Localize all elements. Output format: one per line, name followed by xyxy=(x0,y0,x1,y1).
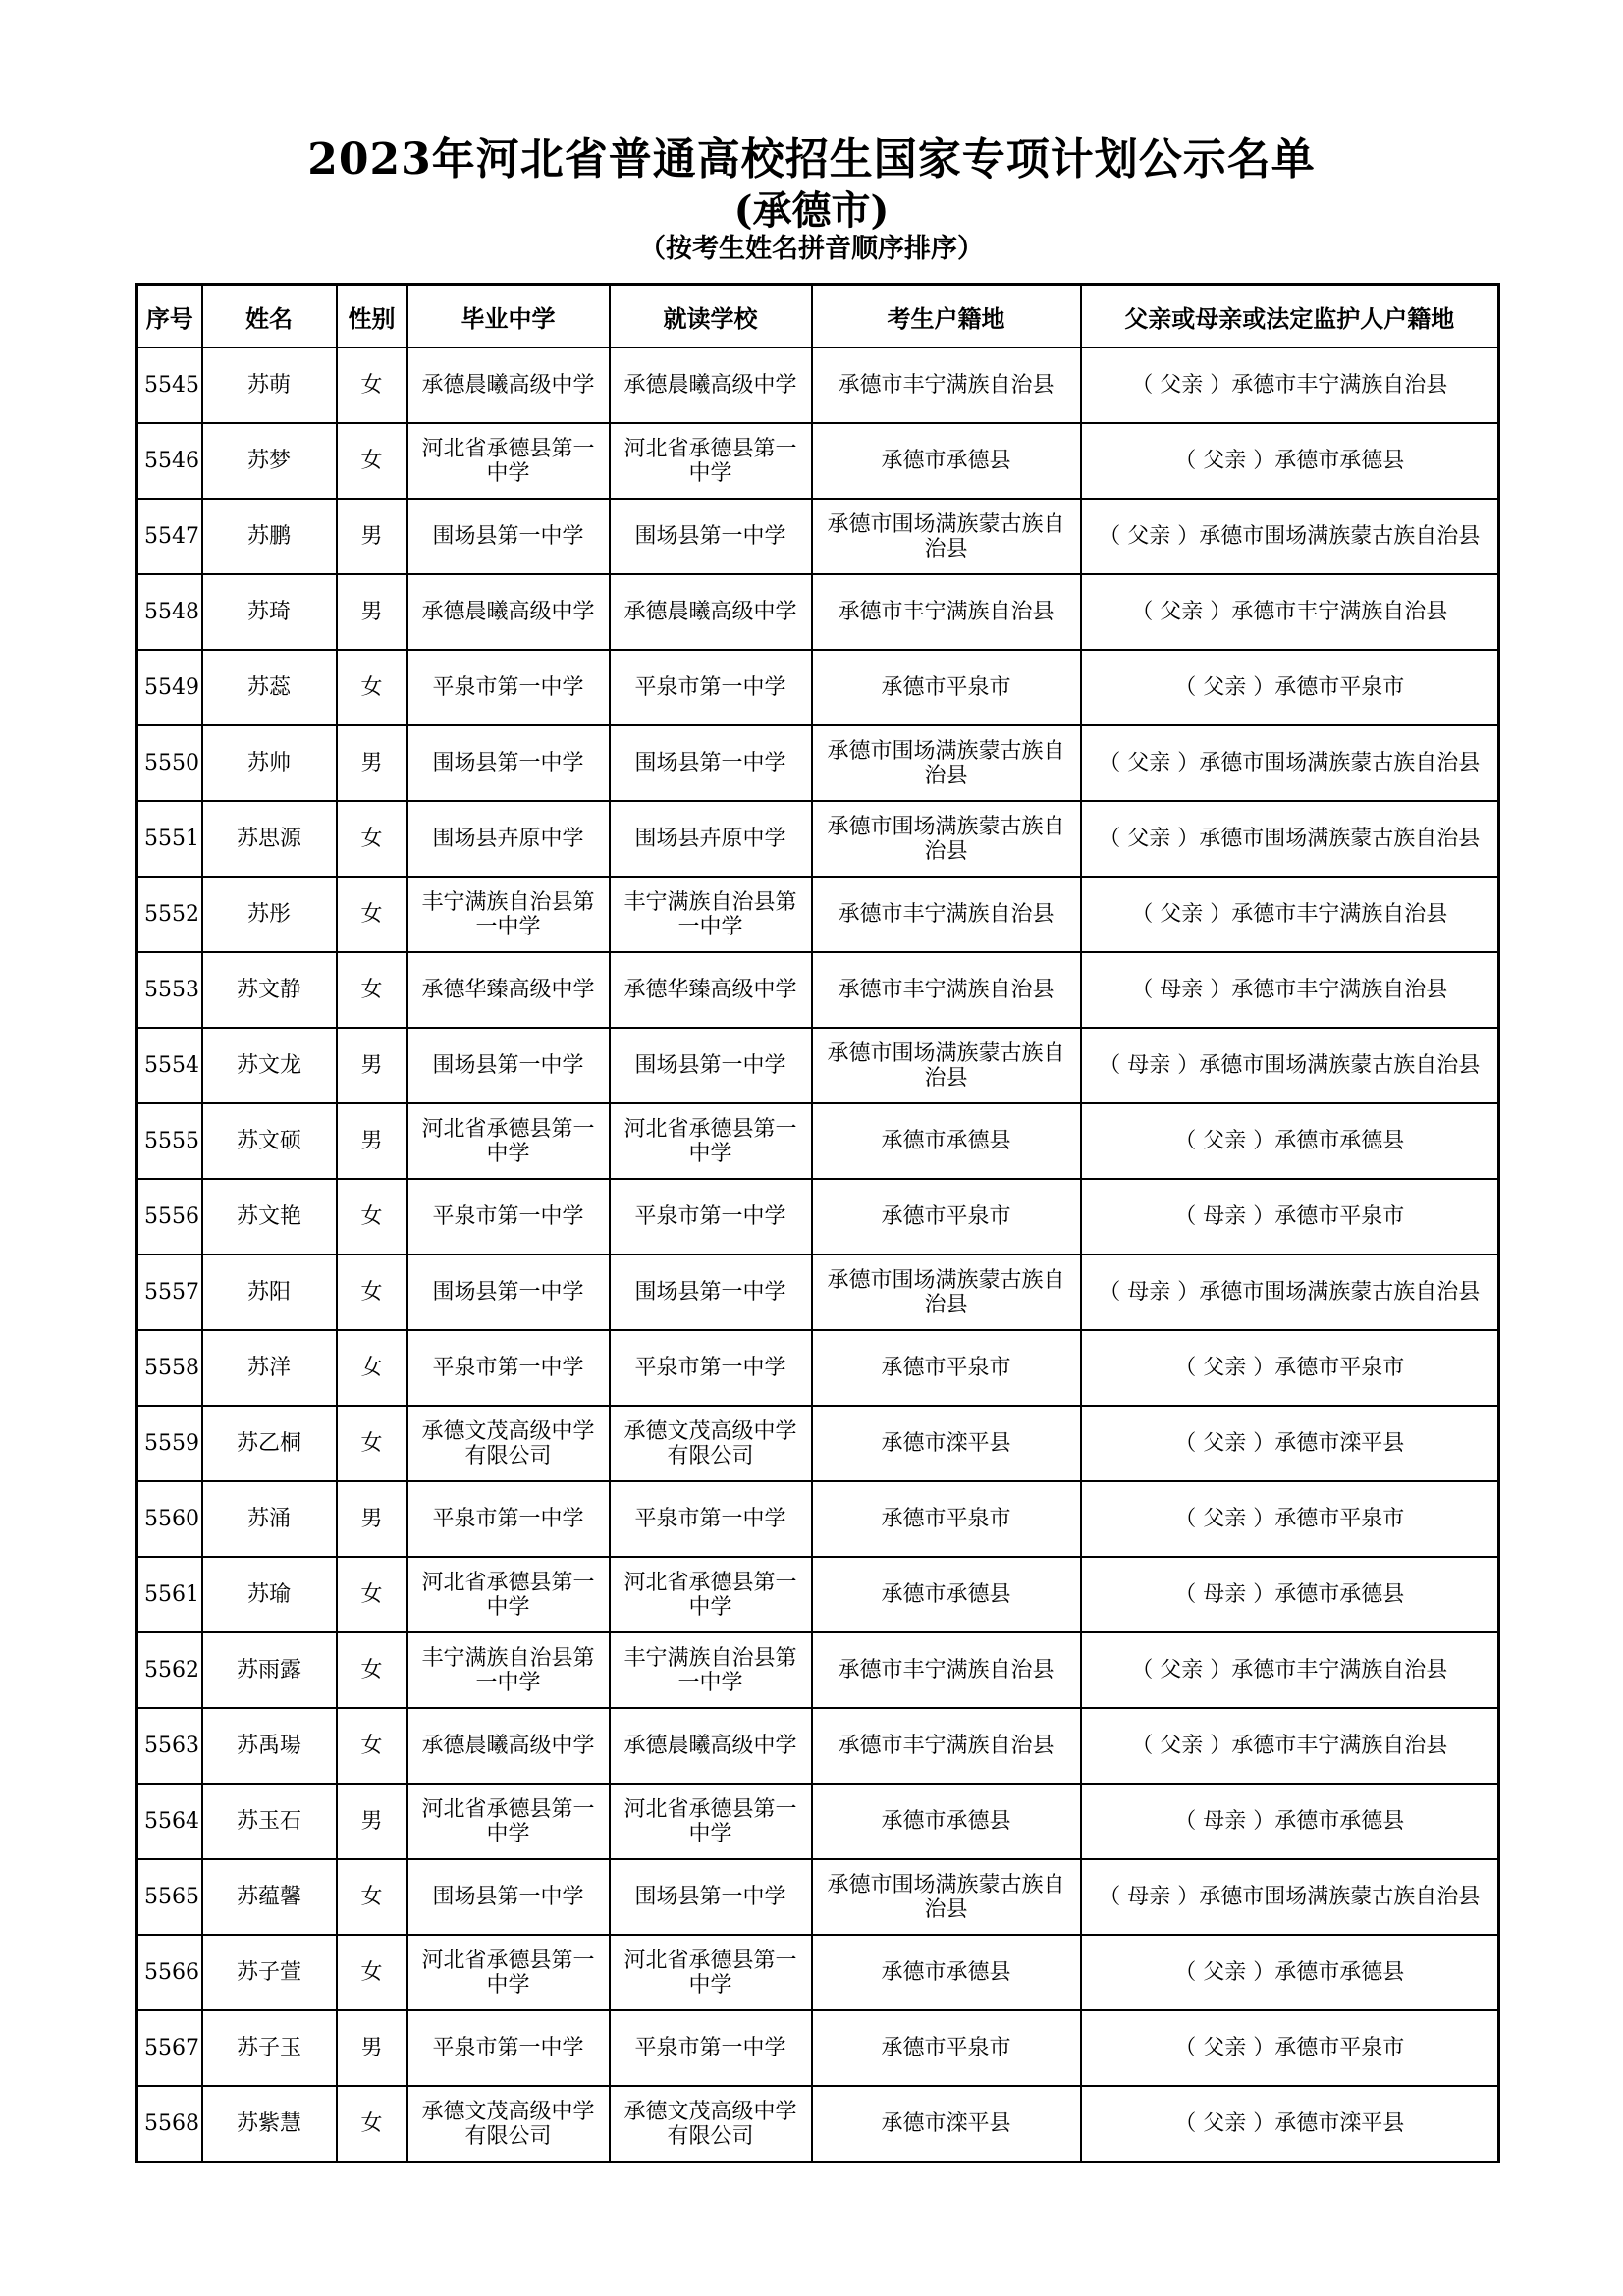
cell-student-residence: 承德市平泉市 xyxy=(812,1481,1081,1557)
table-row xyxy=(137,877,1499,952)
header-current-school: 就读学校 xyxy=(610,285,812,348)
cell-graduation-school: 平泉市第一中学 xyxy=(407,1179,610,1255)
cell-graduation-school: 河北省承德县第一中学 xyxy=(407,1557,610,1632)
cell-serial: 5549 xyxy=(137,650,202,725)
cell-guardian-residence: （ 父亲 ）承德市围场满族蒙古族自治县 xyxy=(1081,499,1499,574)
cell-guardian-residence: （ 父亲 ）承德市平泉市 xyxy=(1081,2010,1499,2086)
cell-gender: 女 xyxy=(337,877,407,952)
cell-current-school: 平泉市第一中学 xyxy=(610,1330,812,1406)
table-row xyxy=(137,2010,1499,2086)
cell-graduation-school: 围场县第一中学 xyxy=(407,1859,610,1935)
cell-name: 苏涌 xyxy=(202,1481,337,1557)
cell-guardian-residence: （ 父亲 ）承德市围场满族蒙古族自治县 xyxy=(1081,725,1499,801)
table-row xyxy=(137,1330,1499,1406)
table-row xyxy=(137,1103,1499,1179)
cell-graduation-school: 丰宁满族自治县第一中学 xyxy=(407,1632,610,1708)
cell-guardian-residence: （ 母亲 ）承德市围场满族蒙古族自治县 xyxy=(1081,1028,1499,1103)
cell-student-residence: 承德市围场满族蒙古族自治县 xyxy=(812,801,1081,877)
cell-guardian-residence: （ 母亲 ）承德市平泉市 xyxy=(1081,1179,1499,1255)
cell-name: 苏文硕 xyxy=(202,1103,337,1179)
cell-serial: 5546 xyxy=(137,423,202,499)
header-gender: 性别 xyxy=(337,285,407,348)
cell-graduation-school: 围场县第一中学 xyxy=(407,499,610,574)
cell-gender: 男 xyxy=(337,1481,407,1557)
cell-student-residence: 承德市围场满族蒙古族自治县 xyxy=(812,499,1081,574)
cell-serial: 5560 xyxy=(137,1481,202,1557)
cell-student-residence: 承德市滦平县 xyxy=(812,1406,1081,1481)
cell-graduation-school: 河北省承德县第一中学 xyxy=(407,1935,610,2010)
cell-gender: 男 xyxy=(337,725,407,801)
cell-name: 苏瑜 xyxy=(202,1557,337,1632)
cell-current-school: 丰宁满族自治县第一中学 xyxy=(610,877,812,952)
cell-name: 苏鹏 xyxy=(202,499,337,574)
cell-name: 苏洋 xyxy=(202,1330,337,1406)
cell-gender: 女 xyxy=(337,801,407,877)
cell-serial: 5564 xyxy=(137,1784,202,1859)
cell-serial: 5565 xyxy=(137,1859,202,1935)
cell-gender: 女 xyxy=(337,1557,407,1632)
cell-gender: 男 xyxy=(337,1103,407,1179)
cell-current-school: 河北省承德县第一中学 xyxy=(610,1557,812,1632)
cell-student-residence: 承德市承德县 xyxy=(812,1935,1081,2010)
cell-serial: 5563 xyxy=(137,1708,202,1784)
cell-current-school: 围场县第一中学 xyxy=(610,725,812,801)
cell-student-residence: 承德市承德县 xyxy=(812,423,1081,499)
cell-guardian-residence: （ 母亲 ）承德市承德县 xyxy=(1081,1784,1499,1859)
cell-name: 苏文静 xyxy=(202,952,337,1028)
cell-name: 苏帅 xyxy=(202,725,337,801)
table-row xyxy=(137,725,1499,801)
cell-guardian-residence: （ 父亲 ）承德市承德县 xyxy=(1081,1935,1499,2010)
table-row xyxy=(137,423,1499,499)
cell-graduation-school: 河北省承德县第一中学 xyxy=(407,423,610,499)
cell-graduation-school: 围场县第一中学 xyxy=(407,1028,610,1103)
table-row xyxy=(137,1255,1499,1330)
cell-graduation-school: 承德文茂高级中学有限公司 xyxy=(407,2086,610,2163)
document-subtitle: (承德市) xyxy=(733,187,890,234)
table-row xyxy=(137,1859,1499,1935)
cell-serial: 5550 xyxy=(137,725,202,801)
cell-gender: 女 xyxy=(337,1708,407,1784)
cell-current-school: 围场县第一中学 xyxy=(610,1028,812,1103)
cell-student-residence: 承德市围场满族蒙古族自治县 xyxy=(812,1028,1081,1103)
cell-graduation-school: 围场县第一中学 xyxy=(407,1255,610,1330)
cell-name: 苏禹瑒 xyxy=(202,1708,337,1784)
cell-guardian-residence: （ 母亲 ）承德市围场满族蒙古族自治县 xyxy=(1081,1859,1499,1935)
cell-current-school: 围场县第一中学 xyxy=(610,499,812,574)
cell-gender: 女 xyxy=(337,1859,407,1935)
header-name: 姓名 xyxy=(202,285,337,348)
cell-student-residence: 承德市承德县 xyxy=(812,1784,1081,1859)
cell-graduation-school: 河北省承德县第一中学 xyxy=(407,1784,610,1859)
table-row xyxy=(137,801,1499,877)
cell-gender: 女 xyxy=(337,1632,407,1708)
cell-current-school: 承德晨曦高级中学 xyxy=(610,347,812,423)
table-row xyxy=(137,1935,1499,2010)
cell-serial: 5553 xyxy=(137,952,202,1028)
cell-serial: 5556 xyxy=(137,1179,202,1255)
cell-guardian-residence: （ 父亲 ）承德市承德县 xyxy=(1081,423,1499,499)
cell-student-residence: 承德市围场满族蒙古族自治县 xyxy=(812,1255,1081,1330)
header-student-residence: 考生户籍地 xyxy=(812,285,1081,348)
cell-graduation-school: 承德晨曦高级中学 xyxy=(407,1708,610,1784)
cell-name: 苏玉石 xyxy=(202,1784,337,1859)
cell-student-residence: 承德市承德县 xyxy=(812,1103,1081,1179)
table-row xyxy=(137,1028,1499,1103)
cell-guardian-residence: （ 父亲 ）承德市丰宁满族自治县 xyxy=(1081,877,1499,952)
cell-guardian-residence: （ 父亲 ）承德市丰宁满族自治县 xyxy=(1081,1708,1499,1784)
cell-student-residence: 承德市丰宁满族自治县 xyxy=(812,877,1081,952)
cell-name: 苏紫慧 xyxy=(202,2086,337,2163)
cell-gender: 女 xyxy=(337,1935,407,2010)
cell-student-residence: 承德市丰宁满族自治县 xyxy=(812,347,1081,423)
cell-name: 苏阳 xyxy=(202,1255,337,1330)
cell-current-school: 河北省承德县第一中学 xyxy=(610,1103,812,1179)
cell-guardian-residence: （ 父亲 ）承德市平泉市 xyxy=(1081,1330,1499,1406)
cell-graduation-school: 承德晨曦高级中学 xyxy=(407,347,610,423)
cell-graduation-school: 丰宁满族自治县第一中学 xyxy=(407,877,610,952)
cell-graduation-school: 围场县卉原中学 xyxy=(407,801,610,877)
cell-gender: 女 xyxy=(337,423,407,499)
cell-graduation-school: 平泉市第一中学 xyxy=(407,2010,610,2086)
cell-current-school: 承德文茂高级中学有限公司 xyxy=(610,2086,812,2163)
cell-name: 苏文艳 xyxy=(202,1179,337,1255)
table-row xyxy=(137,1632,1499,1708)
cell-guardian-residence: （ 父亲 ）承德市丰宁满族自治县 xyxy=(1081,1632,1499,1708)
table-row xyxy=(137,1708,1499,1784)
cell-student-residence: 承德市平泉市 xyxy=(812,2010,1081,2086)
cell-gender: 女 xyxy=(337,952,407,1028)
cell-current-school: 围场县第一中学 xyxy=(610,1255,812,1330)
cell-guardian-residence: （ 父亲 ）承德市承德县 xyxy=(1081,1103,1499,1179)
cell-current-school: 平泉市第一中学 xyxy=(610,650,812,725)
cell-serial: 5562 xyxy=(137,1632,202,1708)
cell-name: 苏萌 xyxy=(202,347,337,423)
cell-name: 苏子玉 xyxy=(202,2010,337,2086)
cell-guardian-residence: （ 父亲 ）承德市围场满族蒙古族自治县 xyxy=(1081,801,1499,877)
cell-current-school: 围场县第一中学 xyxy=(610,1859,812,1935)
table-row xyxy=(137,347,1499,423)
cell-current-school: 承德晨曦高级中学 xyxy=(610,574,812,650)
cell-gender: 男 xyxy=(337,1784,407,1859)
cell-gender: 男 xyxy=(337,2010,407,2086)
cell-graduation-school: 围场县第一中学 xyxy=(407,725,610,801)
cell-name: 苏思源 xyxy=(202,801,337,877)
document-title: 2023年河北省普通高校招生国家专项计划公示名单 xyxy=(307,134,1316,185)
cell-serial: 5552 xyxy=(137,877,202,952)
cell-name: 苏琦 xyxy=(202,574,337,650)
cell-student-residence: 承德市平泉市 xyxy=(812,1330,1081,1406)
cell-guardian-residence: （ 父亲 ）承德市滦平县 xyxy=(1081,1406,1499,1481)
cell-current-school: 围场县卉原中学 xyxy=(610,801,812,877)
cell-name: 苏子萱 xyxy=(202,1935,337,2010)
cell-graduation-school: 承德晨曦高级中学 xyxy=(407,574,610,650)
table-row xyxy=(137,499,1499,574)
header-guardian-residence: 父亲或母亲或法定监护人户籍地 xyxy=(1081,285,1499,348)
cell-gender: 男 xyxy=(337,574,407,650)
cell-gender: 女 xyxy=(337,2086,407,2163)
cell-student-residence: 承德市平泉市 xyxy=(812,1179,1081,1255)
header-serial: 序号 xyxy=(137,285,202,348)
cell-current-school: 承德文茂高级中学有限公司 xyxy=(610,1406,812,1481)
cell-serial: 5566 xyxy=(137,1935,202,2010)
cell-serial: 5561 xyxy=(137,1557,202,1632)
cell-name: 苏蕊 xyxy=(202,650,337,725)
cell-serial: 5551 xyxy=(137,801,202,877)
cell-gender: 男 xyxy=(337,1028,407,1103)
cell-graduation-school: 平泉市第一中学 xyxy=(407,1481,610,1557)
cell-guardian-residence: （ 母亲 ）承德市丰宁满族自治县 xyxy=(1081,952,1499,1028)
cell-gender: 男 xyxy=(337,499,407,574)
cell-student-residence: 承德市承德县 xyxy=(812,1557,1081,1632)
cell-current-school: 丰宁满族自治县第一中学 xyxy=(610,1632,812,1708)
cell-serial: 5545 xyxy=(137,347,202,423)
cell-current-school: 承德晨曦高级中学 xyxy=(610,1708,812,1784)
cell-gender: 女 xyxy=(337,1179,407,1255)
cell-graduation-school: 承德文茂高级中学有限公司 xyxy=(407,1406,610,1481)
cell-gender: 女 xyxy=(337,1406,407,1481)
cell-current-school: 平泉市第一中学 xyxy=(610,2010,812,2086)
cell-name: 苏雨露 xyxy=(202,1632,337,1708)
cell-serial: 5567 xyxy=(137,2010,202,2086)
cell-current-school: 河北省承德县第一中学 xyxy=(610,1784,812,1859)
cell-serial: 5558 xyxy=(137,1330,202,1406)
table-row xyxy=(137,1481,1499,1557)
cell-student-residence: 承德市丰宁满族自治县 xyxy=(812,574,1081,650)
cell-guardian-residence: （ 父亲 ）承德市平泉市 xyxy=(1081,650,1499,725)
cell-serial: 5557 xyxy=(137,1255,202,1330)
cell-graduation-school: 河北省承德县第一中学 xyxy=(407,1103,610,1179)
cell-graduation-school: 承德华臻高级中学 xyxy=(407,952,610,1028)
cell-student-residence: 承德市围场满族蒙古族自治县 xyxy=(812,725,1081,801)
cell-guardian-residence: （ 母亲 ）承德市围场满族蒙古族自治县 xyxy=(1081,1255,1499,1330)
cell-current-school: 河北省承德县第一中学 xyxy=(610,1935,812,2010)
table-row xyxy=(137,1557,1499,1632)
cell-student-residence: 承德市平泉市 xyxy=(812,650,1081,725)
cell-graduation-school: 平泉市第一中学 xyxy=(407,1330,610,1406)
cell-serial: 5554 xyxy=(137,1028,202,1103)
table-row xyxy=(137,1406,1499,1481)
cell-gender: 女 xyxy=(337,347,407,423)
cell-guardian-residence: （ 父亲 ）承德市丰宁满族自治县 xyxy=(1081,347,1499,423)
cell-name: 苏梦 xyxy=(202,423,337,499)
cell-serial: 5547 xyxy=(137,499,202,574)
cell-gender: 女 xyxy=(337,650,407,725)
cell-gender: 女 xyxy=(337,1255,407,1330)
table-row xyxy=(137,1784,1499,1859)
cell-current-school: 平泉市第一中学 xyxy=(610,1179,812,1255)
cell-serial: 5555 xyxy=(137,1103,202,1179)
table-row xyxy=(137,952,1499,1028)
table-header-row xyxy=(137,285,1499,348)
cell-student-residence: 承德市滦平县 xyxy=(812,2086,1081,2163)
cell-gender: 女 xyxy=(337,1330,407,1406)
cell-name: 苏蕴馨 xyxy=(202,1859,337,1935)
sort-note: （按考生姓名拼音顺序排序） xyxy=(639,234,984,264)
cell-student-residence: 承德市丰宁满族自治县 xyxy=(812,1708,1081,1784)
table-row xyxy=(137,2086,1499,2163)
cell-serial: 5559 xyxy=(137,1406,202,1481)
cell-current-school: 平泉市第一中学 xyxy=(610,1481,812,1557)
header-graduation-school: 毕业中学 xyxy=(407,285,610,348)
cell-guardian-residence: （ 母亲 ）承德市承德县 xyxy=(1081,1557,1499,1632)
cell-name: 苏彤 xyxy=(202,877,337,952)
cell-guardian-residence: （ 父亲 ）承德市滦平县 xyxy=(1081,2086,1499,2163)
cell-student-residence: 承德市丰宁满族自治县 xyxy=(812,952,1081,1028)
cell-name: 苏文龙 xyxy=(202,1028,337,1103)
cell-student-residence: 承德市围场满族蒙古族自治县 xyxy=(812,1859,1081,1935)
cell-current-school: 河北省承德县第一中学 xyxy=(610,423,812,499)
table-row xyxy=(137,574,1499,650)
table-row xyxy=(137,1179,1499,1255)
table-body xyxy=(137,347,1499,2163)
cell-current-school: 承德华臻高级中学 xyxy=(610,952,812,1028)
cell-serial: 5568 xyxy=(137,2086,202,2163)
roster-table xyxy=(135,283,1500,2163)
cell-guardian-residence: （ 父亲 ）承德市丰宁满族自治县 xyxy=(1081,574,1499,650)
cell-serial: 5548 xyxy=(137,574,202,650)
cell-graduation-school: 平泉市第一中学 xyxy=(407,650,610,725)
cell-name: 苏乙桐 xyxy=(202,1406,337,1481)
cell-student-residence: 承德市丰宁满族自治县 xyxy=(812,1632,1081,1708)
cell-guardian-residence: （ 父亲 ）承德市平泉市 xyxy=(1081,1481,1499,1557)
table-row xyxy=(137,650,1499,725)
